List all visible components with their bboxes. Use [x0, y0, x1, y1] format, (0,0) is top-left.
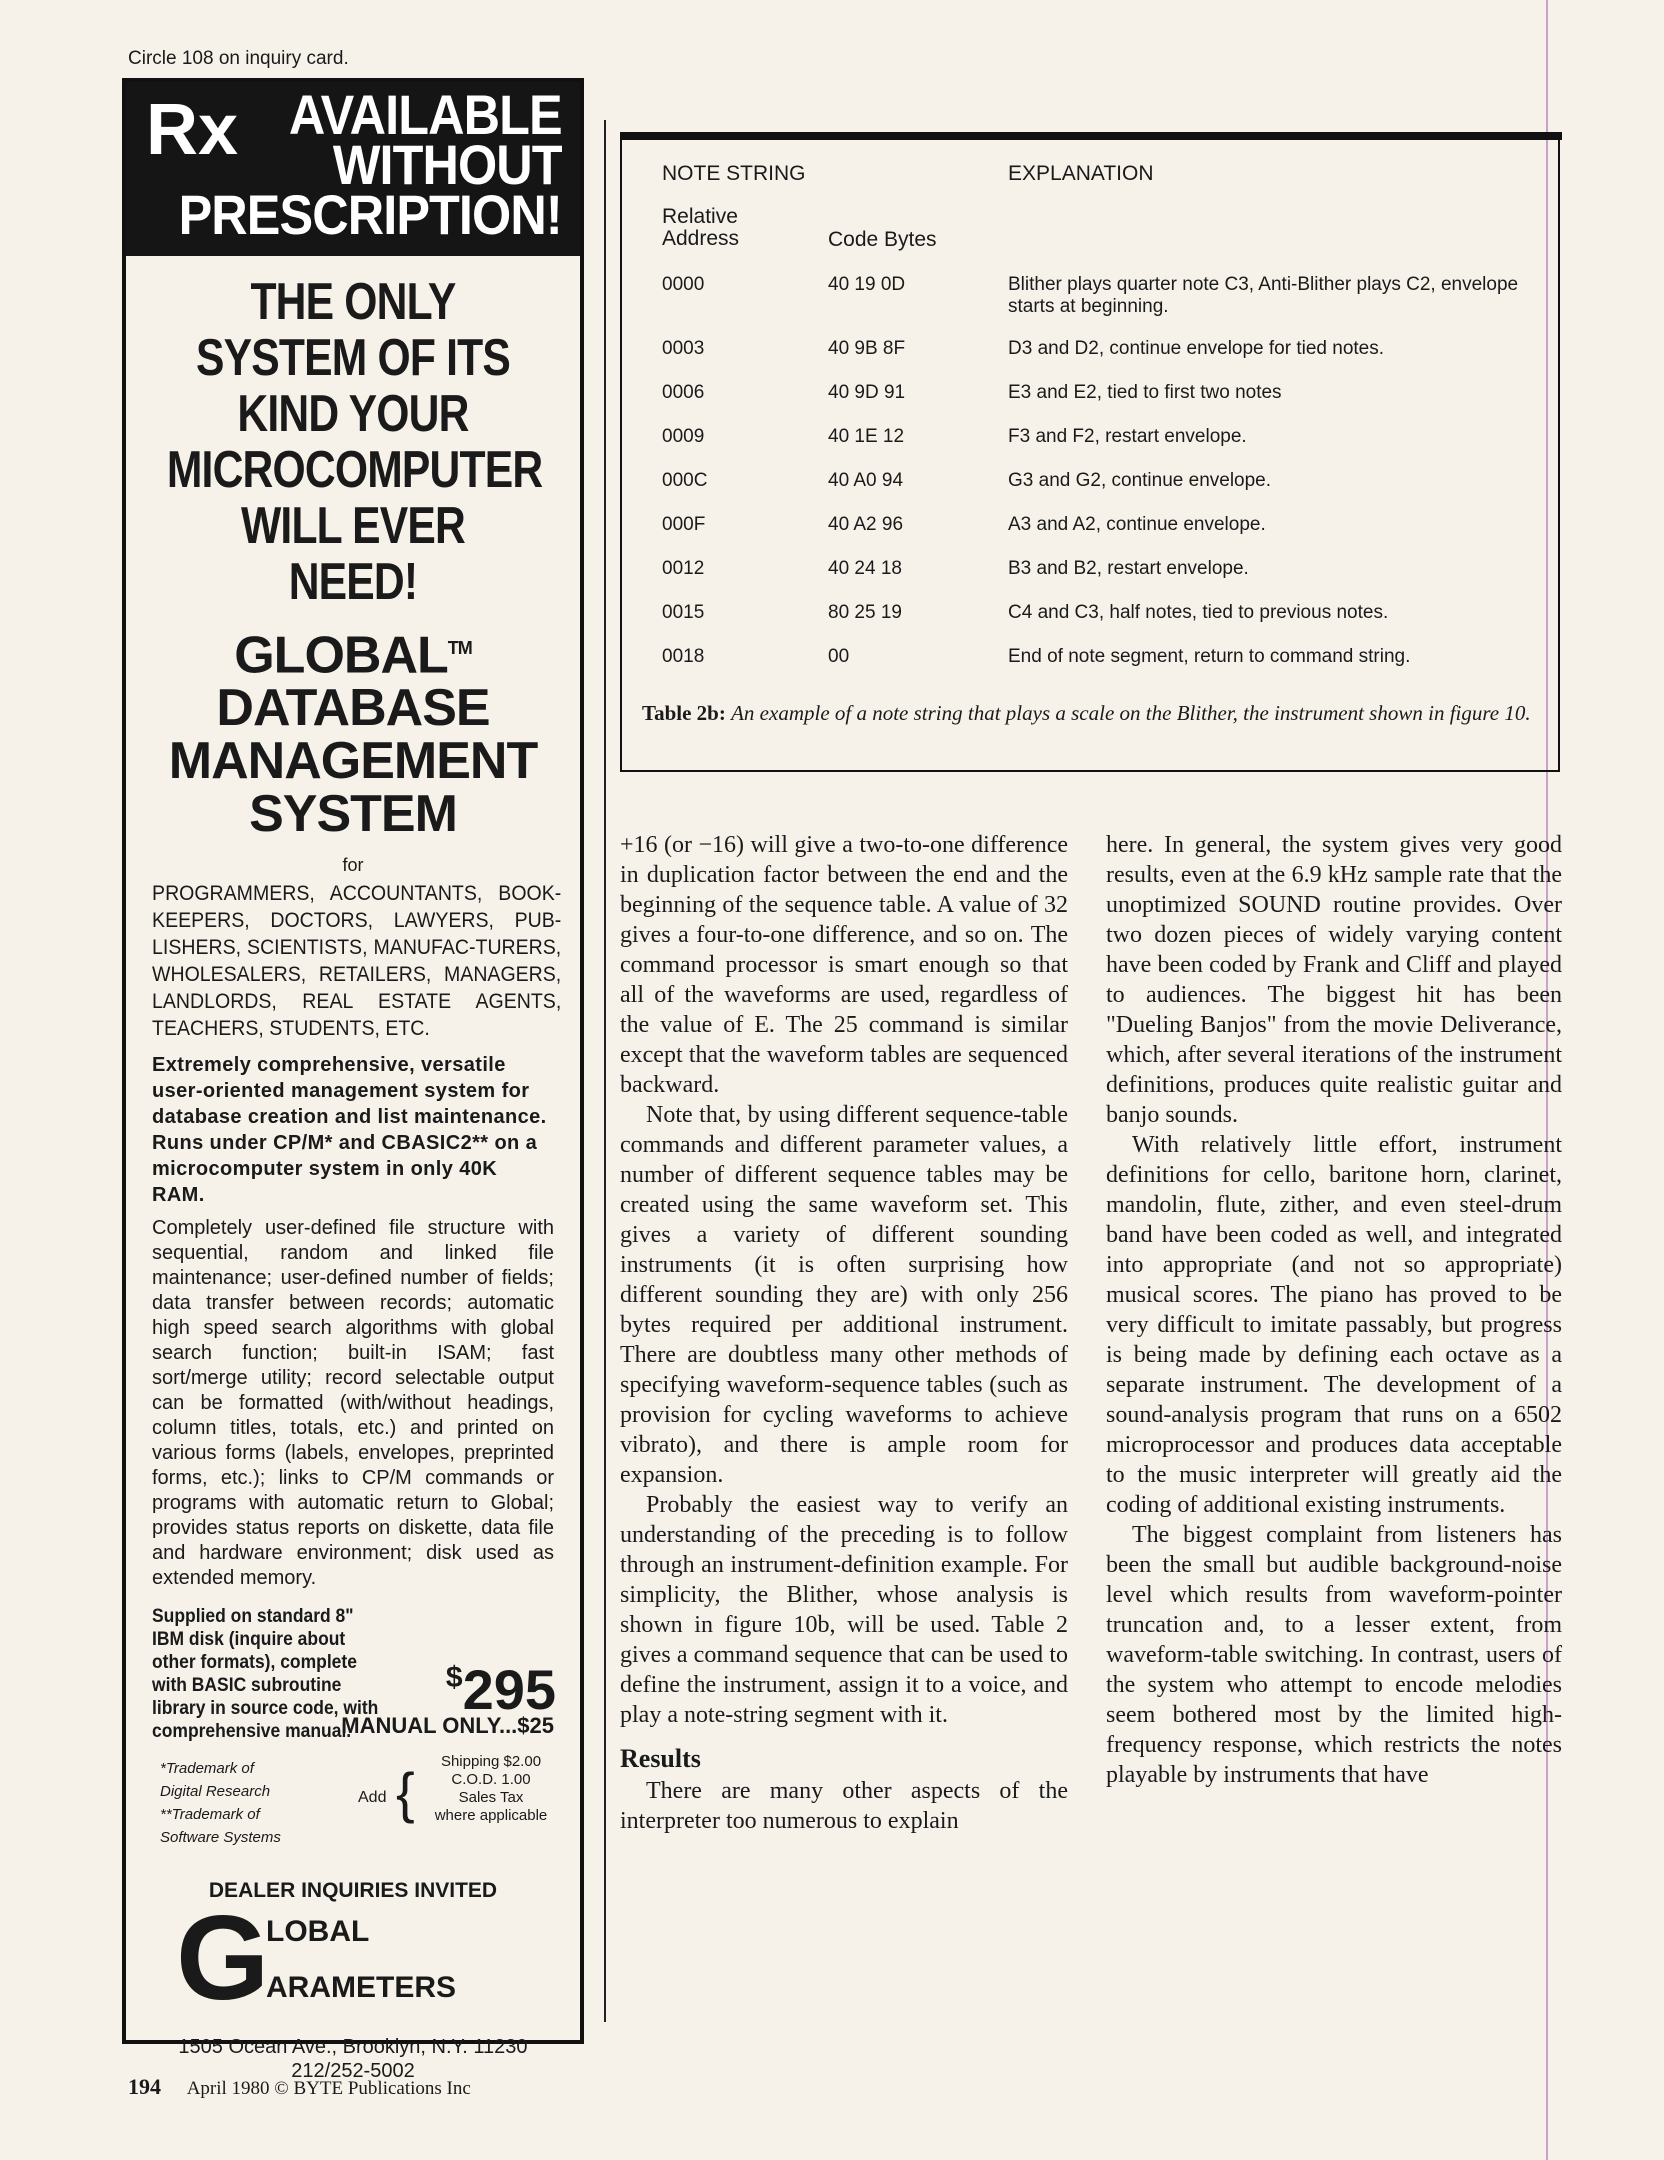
- rx-symbol: Rx: [146, 90, 239, 170]
- row-code: 40 9D 91: [828, 382, 906, 403]
- legal-block: [126, 1753, 580, 1873]
- manual-price: MANUAL ONLY...$25: [341, 1713, 554, 1739]
- row-code: 00: [828, 646, 850, 667]
- phone: 212/252-5002: [291, 2060, 415, 2083]
- row-explanation: End of note segment, return to command string.: [1008, 646, 1411, 667]
- price-value: 295: [462, 1658, 556, 1722]
- product-name: [126, 622, 580, 844]
- header-relative-address: [662, 206, 739, 250]
- banner-text: [136, 83, 562, 246]
- trademark-mark: TM: [447, 638, 472, 658]
- ad-summary: Extremely comprehensive, versatile user-oriented management system for database creation and list maintenance. Runs under CP/M* and CBASIC2** on a microcomputer system in only 40K RAM.: [152, 1054, 547, 1207]
- dealer-inquiries: DEALER INQUIRIES INVITED: [208, 1879, 498, 1903]
- headline-line: KIND YOUR: [237, 385, 469, 443]
- price-symbol: $: [445, 1661, 463, 1695]
- row-code: 40 19 0D: [828, 274, 906, 295]
- row-address: 0000: [662, 274, 705, 295]
- page-number: 194: [128, 2074, 161, 2099]
- row-explanation: D3 and D2, continue envelope for tied notes.: [1008, 338, 1385, 359]
- shipping-line: C.O.D. 1.00: [451, 1771, 531, 1789]
- header-address: Address: [662, 227, 740, 250]
- header-explanation: EXPLANATION: [1008, 162, 1154, 185]
- row-code: 40 1E 12: [828, 426, 905, 447]
- header-relative: Relative: [662, 205, 738, 228]
- row-explanation: G3 and G2, continue envelope.: [1008, 470, 1272, 491]
- headline-line: WILL EVER: [240, 497, 465, 555]
- product-line: MANAGEMENT: [168, 732, 538, 791]
- row-address: 0018: [662, 646, 705, 667]
- banner-line: PRESCRIPTION!: [178, 183, 562, 246]
- paragraph: here. In general, the system gives very good results, even at the 6.9 kHz sample rate that the unoptimized SOUND routine provides. Over two dozen pieces of widely varying content have been coded by Frank and Cliff and played to audiences. The biggest hit has been "Dueling Banjos" from the movie Deliverance, which, after several iterations of the instrument definitions, produces quite realistic guitar and banjo sounds.: [1106, 832, 1562, 1128]
- table-2b: [620, 138, 1560, 772]
- paragraph: Note that, by using different sequence-table commands and different parameter values, a number of different sequence tables may be created using the same waveform set. This gives a variety of different sounding instruments (it is often surprising how different sounding they are) with only 256 bytes required per additional instrument. There are doubtless many other methods of specifying waveform-sequence tables (such as provision for cycling waveforms to achieve vibrato), and there is ample room for expansion.: [620, 1102, 1068, 1488]
- shipping-line: Shipping $2.00: [440, 1753, 542, 1771]
- address: 1505 Ocean Ave., Brooklyn, N.Y. 11230: [178, 2036, 528, 2059]
- row-address: 0012: [662, 558, 705, 579]
- caption-label: Table 2b:: [642, 701, 726, 725]
- product-line: DATABASE: [216, 679, 490, 738]
- ad-headline: [166, 273, 543, 611]
- brace-icon: {: [396, 1761, 415, 1825]
- logo-g: G: [176, 1891, 270, 2026]
- tm-note: *Trademark of: [160, 1760, 254, 1778]
- product-line: GLOBAL: [234, 626, 448, 685]
- row-explanation: Blither plays quarter note C3, Anti-Blither plays C2, envelope starts at beginning.: [1008, 274, 1519, 317]
- advertisement: [122, 78, 584, 2083]
- caption-text: An example of a note string that plays a scale on the Blither, the instrument shown in figure 10.: [731, 701, 1531, 725]
- paragraph: +16 (or −16) will give a two-to-one difference in duplication factor between the end and the beginning of the sequence table. A value of 32 gives a four-to-one difference, and so on. The command processor is smart enough so that all of the waveforms are used, regardless of the value of E. The 25 command is similar except that the waveform tables are sequenced backward.: [620, 832, 1068, 1098]
- shipping-line: where applicable: [434, 1807, 548, 1825]
- ad-banner: [126, 82, 580, 256]
- add-label: Add: [358, 1789, 387, 1807]
- headline-line: SYSTEM OF ITS: [196, 329, 510, 387]
- page-footer: [128, 2074, 471, 2100]
- row-code: 40 A2 96: [828, 514, 904, 535]
- shipping-info: [416, 1753, 566, 1825]
- logo-line1: LOBAL: [266, 1915, 370, 1949]
- row-explanation: B3 and B2, restart envelope.: [1008, 558, 1249, 579]
- row-explanation: C4 and C3, half notes, tied to previous notes.: [1008, 602, 1389, 623]
- row-explanation: E3 and E2, tied to first two notes: [1008, 382, 1282, 403]
- row-address: 0006: [662, 382, 705, 403]
- banner-line: AVAILABLE: [289, 83, 562, 146]
- row-address: 000C: [662, 470, 708, 491]
- product-line: SYSTEM: [249, 785, 457, 844]
- article-column-left: [620, 830, 1068, 1836]
- header-note-string: NOTE STRING: [662, 162, 806, 185]
- row-code: 40 A0 94: [828, 470, 904, 491]
- price: [446, 1657, 556, 1722]
- supplied-text: Supplied on standard 8" IBM disk (inquire about other formats), complete with BASIC subroutine library in source code, with comprehensive manual.: [152, 1606, 379, 1743]
- row-address: 000F: [662, 514, 706, 535]
- paragraph: There are many other aspects of the interpreter too numerous to explain: [620, 1778, 1068, 1834]
- row-code: 40 9B 8F: [828, 338, 906, 359]
- column-divider: [604, 120, 606, 2022]
- row-address: 0015: [662, 602, 705, 623]
- row-code: 40 24 18: [828, 558, 902, 579]
- audience-list: PROGRAMMERS, ACCOUNTANTS, BOOK-KEEPERS, DOCTORS, LAWYERS, PUB-LISHERS, SCIENTISTS, MANUFAC-TURERS, WHOLESALERS, RETAILERS, MANAGERS, LANDLORDS, REAL ESTATE AGENTS, TEACHERS, STUDENTS, ETC.: [152, 882, 562, 1041]
- headline-line: NEED!: [288, 553, 418, 611]
- results-heading: Results: [620, 1744, 701, 1773]
- inquiry-note: Circle 108 on inquiry card.: [128, 48, 349, 69]
- logo-line2: ARAMETERS: [266, 1971, 457, 2005]
- row-address: 0003: [662, 338, 705, 359]
- article-column-right: [1106, 830, 1562, 1790]
- header-code-bytes: Code Bytes: [828, 228, 937, 251]
- table-caption: [642, 700, 1542, 726]
- publication-line: April 1980 © BYTE Publications Inc: [186, 2078, 471, 2099]
- tm-note: Software Systems: [160, 1829, 281, 1847]
- tm-note: **Trademark of: [160, 1806, 260, 1824]
- ad-body: [126, 256, 580, 2083]
- row-explanation: A3 and A2, continue envelope.: [1008, 514, 1266, 535]
- paragraph: The biggest complaint from listeners has been the small but audible background-noise level which results from waveform-pointer truncation and, to a lesser extent, from waveform-table switching. In contrast, users of the system who attempt to encode melodies seem bothered most by the limited high-frequency response, which restricts the notes playable by instruments that have: [1106, 1522, 1562, 1788]
- tm-note: Digital Research: [160, 1783, 271, 1801]
- trademark-notes: [160, 1757, 281, 1849]
- for-label: for: [342, 855, 364, 876]
- paragraph: Probably the easiest way to verify an understanding of the preceding is to follow through an instrument-definition example. For simplicity, the Blither, whose analysis is shown in figure 10b, will be used. Table 2 gives a command sequence that can be used to define the instrument, assign it to a voice, and play a note-string segment with it.: [620, 1492, 1068, 1728]
- paragraph: With relatively little effort, instrument definitions for cello, baritone horn, clarinet, mandolin, flute, zither, and even steel-drum band have been coded as well, and integrated into appropriate (and not so appropriate) musical scores. The piano has proved to be very difficult to imitate passably, but progress is being made by defining each octave as a separate instrument. The development of a sound-analysis program that runs on a 6502 microprocessor and produces data acceptable to the music interpreter will greatly aid the coding of additional existing instruments.: [1106, 1132, 1562, 1518]
- row-address: 0009: [662, 426, 705, 447]
- row-code: 80 25 19: [828, 602, 902, 623]
- banner-line: WITHOUT: [333, 133, 562, 196]
- headline-line: MICROCOMPUTER: [166, 441, 543, 499]
- headline-line: THE ONLY: [250, 273, 456, 331]
- ad-description: Completely user-defined file structure with sequential, random and linked file maintenance; user-defined number of fields; data transfer between records; automatic high speed search algorithms with global search function; built-in ISAM; fast sort/merge utility; record selectable output can be formatted (with/without headings, column titles, totals, etc.) and printed on various forms (labels, envelopes, preprinted forms, etc.); links to CP/M commands or programs with automatic return to Global; provides status reports on diskette, data file and hardware environment; disk used as extended memory.: [152, 1217, 554, 1590]
- shipping-line: Sales Tax: [458, 1789, 524, 1807]
- row-explanation: F3 and F2, restart envelope.: [1008, 426, 1247, 447]
